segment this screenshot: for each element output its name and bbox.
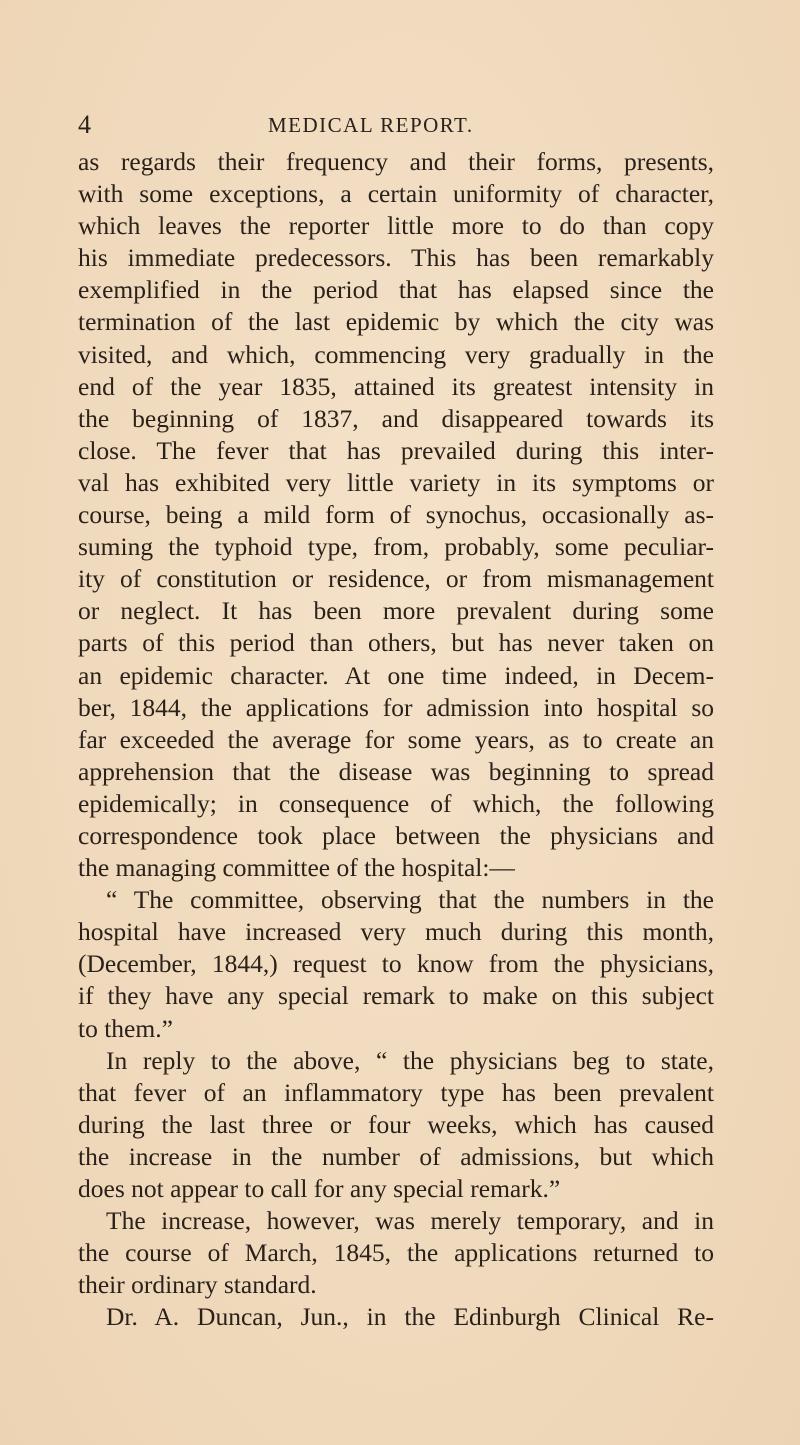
- text-line: the managing committee of the hospital:—: [78, 853, 515, 883]
- text-line: an epidemic character. At one time indeed, in Decem-: [78, 660, 714, 690]
- text-line: epidemically; in consequence of which, the following: [78, 788, 714, 818]
- text-line: with some exceptions, a certain uniformity of character,: [78, 179, 714, 209]
- text-line: Dr. A. Duncan, Jun., in the Edinburgh Clinical Re-: [106, 1302, 714, 1332]
- text-line: close. The fever that has prevailed during this inter-: [78, 435, 714, 465]
- text-line: visited, and which, commencing very gradually in the: [78, 339, 714, 369]
- text-line: val has exhibited very little variety in its symptoms or: [78, 467, 714, 497]
- text-line: exemplified in the period that has elapsed since the: [78, 275, 714, 305]
- text-line: which leaves the reporter little more to do than copy: [78, 211, 714, 241]
- text-line: (December, 1844,) request to know from the physicians,: [78, 949, 714, 979]
- text-line: to them.”: [78, 1013, 173, 1043]
- text-line: In reply to the above, “ the physicians beg to state,: [106, 1045, 714, 1075]
- text-line: hospital have increased very much during this month,: [78, 917, 714, 947]
- text-line: The increase, however, was merely temporary, and in: [106, 1206, 714, 1236]
- running-title: MEDICAL REPORT.: [268, 113, 474, 137]
- body-text: [78, 146, 714, 1333]
- text-line: the beginning of 1837, and disappeared towards its: [78, 403, 714, 433]
- text-line: their ordinary standard.: [78, 1270, 317, 1300]
- text-line: if they have any special remark to make on this subject: [78, 981, 714, 1011]
- text-line: or neglect. It has been more prevalent during some: [78, 596, 714, 626]
- text-line: termination of the last epidemic by which the city was: [78, 307, 714, 337]
- text-line: suming the typhoid type, from, probably, some peculiar-: [78, 532, 714, 562]
- text-line: that fever of an inflammatory type has been prevalent: [78, 1077, 714, 1107]
- text-line: far exceeded the average for some years, as to create an: [78, 724, 714, 754]
- text-line: during the last three or four weeks, which has caused: [78, 1109, 714, 1139]
- text-line: apprehension that the disease was beginning to spread: [78, 756, 714, 786]
- text-line: “ The committee, observing that the numbers in the: [106, 885, 714, 915]
- text-line: ity of constitution or residence, or from mismanagement: [78, 564, 714, 594]
- text-line: does not appear to call for any special remark.”: [78, 1174, 561, 1203]
- text-line: the increase in the number of admissions, but which: [78, 1141, 714, 1171]
- text-line: correspondence took place between the physicians and: [78, 820, 714, 850]
- text-line: course, being a mild form of synochus, occasionally as-: [78, 500, 714, 530]
- text-line: ber, 1844, the applications for admission into hospital so: [78, 692, 714, 722]
- text-line: as regards their frequency and their forms, presents,: [78, 147, 714, 176]
- text-line: end of the year 1835, attained its greatest intensity in: [78, 371, 714, 401]
- text-line: his immediate predecessors. This has been remarkably: [78, 243, 714, 273]
- text-line: the course of March, 1845, the applications returned to: [78, 1238, 714, 1268]
- text-line: parts of this period than others, but has never taken on: [78, 628, 714, 658]
- page-number: 4: [78, 110, 91, 139]
- running-head: [78, 110, 718, 140]
